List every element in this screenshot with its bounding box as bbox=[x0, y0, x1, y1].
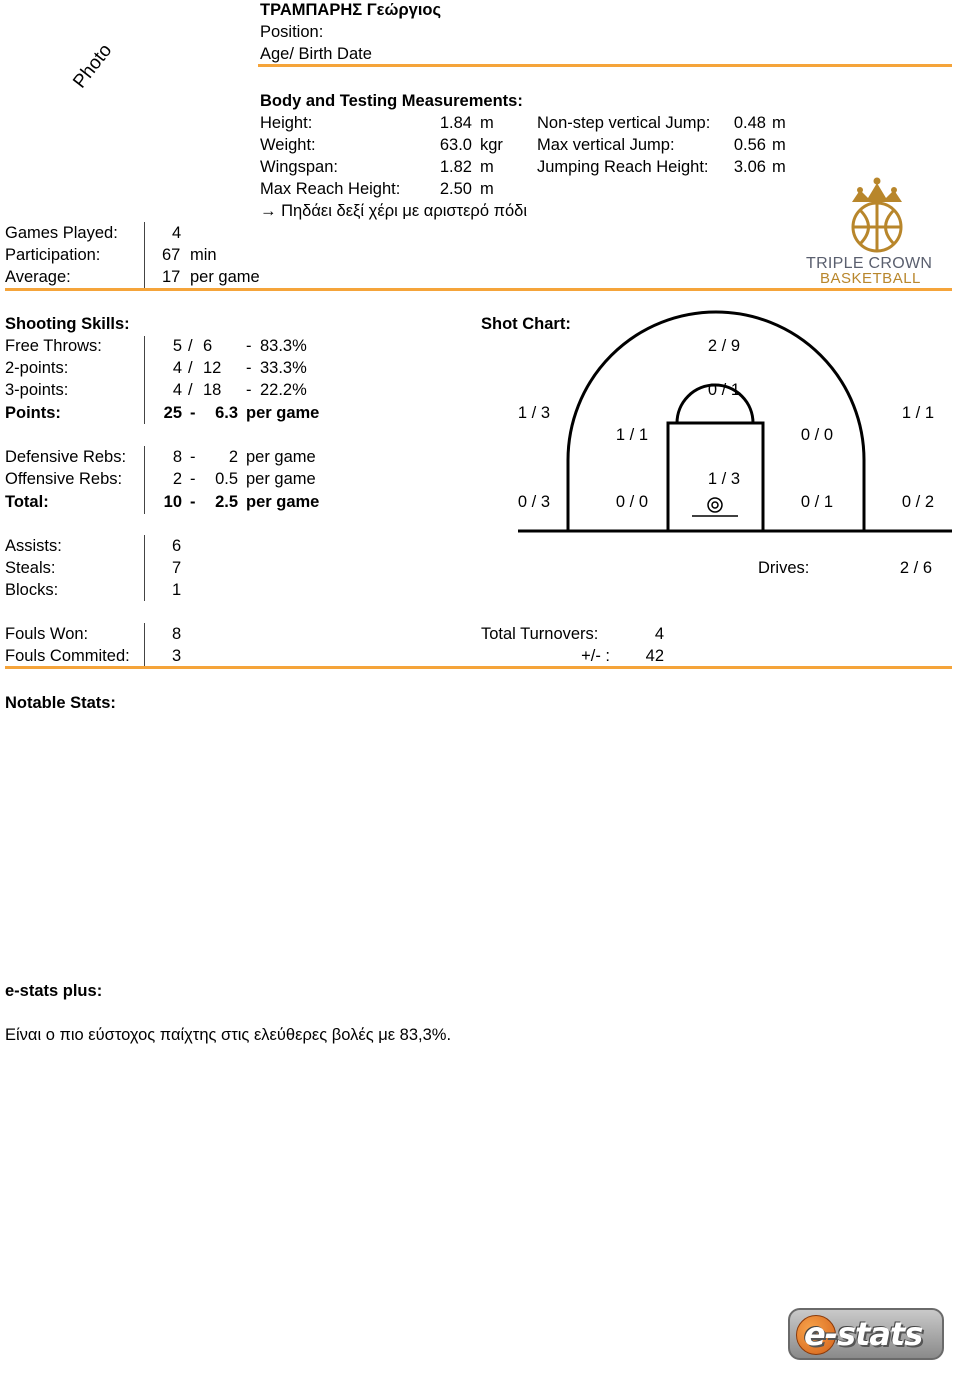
fouls-committed-value: 3 bbox=[172, 647, 182, 665]
photo-placeholder-label: Photo bbox=[69, 40, 117, 93]
height-label: Height: bbox=[260, 114, 313, 132]
zone-left-wing-3: 1 / 3 bbox=[517, 404, 550, 422]
ft-att: 6 bbox=[203, 337, 213, 355]
two-pt-made: 4 bbox=[172, 359, 182, 377]
zone-right-elbow: 0 / 0 bbox=[800, 426, 833, 444]
assists-label: Assists: bbox=[5, 537, 62, 555]
height-unit: m bbox=[480, 114, 494, 132]
off-rebs-dash: - bbox=[190, 470, 196, 488]
age-label: Age/ Birth Date bbox=[260, 45, 372, 63]
fouls-committed-label: Fouls Commited: bbox=[5, 647, 130, 665]
turnovers-value: 4 bbox=[654, 625, 664, 643]
max-reach-value: 2.50 bbox=[439, 180, 472, 198]
zone-left-corner-3: 0 / 3 bbox=[517, 493, 550, 511]
jumping-reach-unit: m bbox=[772, 158, 786, 176]
max-vertical-value: 0.56 bbox=[733, 136, 766, 154]
def-rebs-label: Defensive Rebs: bbox=[5, 448, 127, 466]
points-avg: 6.3 bbox=[215, 404, 238, 422]
three-pt-made: 4 bbox=[172, 381, 182, 399]
logo-line1: TRIPLE CROWN bbox=[806, 255, 933, 272]
ft-made: 5 bbox=[172, 337, 182, 355]
ft-dash: - bbox=[246, 337, 252, 355]
weight-unit: kgr bbox=[480, 136, 503, 154]
points-unit: per game bbox=[246, 404, 320, 422]
max-vertical-unit: m bbox=[772, 136, 786, 154]
nonstep-jump-value: 0.48 bbox=[733, 114, 766, 132]
points-total: 25 bbox=[163, 404, 182, 422]
estats-logo-text: e-stats bbox=[804, 1315, 923, 1353]
wingspan-value: 1.82 bbox=[439, 158, 472, 176]
fouls-divider bbox=[144, 623, 145, 667]
blocks-label: Blocks: bbox=[5, 581, 59, 599]
steals-value: 7 bbox=[172, 559, 182, 577]
nonstep-jump-unit: m bbox=[772, 114, 786, 132]
measurements-title: Body and Testing Measurements: bbox=[260, 92, 523, 110]
weight-label: Weight: bbox=[260, 136, 316, 154]
average-value: 17 bbox=[162, 268, 181, 286]
def-rebs-unit: per game bbox=[246, 448, 316, 466]
total-rebs-avg: 2.5 bbox=[215, 493, 238, 511]
zone-top-key: 0 / 1 bbox=[707, 381, 740, 399]
shot-chart-title: Shot Chart: bbox=[481, 315, 571, 333]
two-pt-dash: - bbox=[246, 359, 252, 377]
height-value: 1.84 bbox=[439, 114, 472, 132]
drives-value: 2 / 6 bbox=[899, 559, 932, 577]
off-rebs-avg: 0.5 bbox=[215, 470, 238, 488]
basketball-icon bbox=[853, 203, 901, 251]
max-reach-unit: m bbox=[480, 180, 494, 198]
zone-left-elbow: 1 / 1 bbox=[615, 426, 648, 444]
basket-icon bbox=[708, 498, 722, 512]
three-pt-pct: 22.2% bbox=[260, 381, 307, 399]
position-label: Position: bbox=[260, 23, 324, 41]
player-name: ΤΡΑΜΠΑΡΗΣ Γεώργιος bbox=[260, 1, 442, 19]
logo-line2: BASKETBALL bbox=[820, 270, 921, 287]
two-pt-pct: 33.3% bbox=[260, 359, 307, 377]
total-rebs-label: Total: bbox=[5, 493, 49, 511]
assists-value: 6 bbox=[172, 537, 182, 555]
off-rebs-label: Offensive Rebs: bbox=[5, 470, 123, 488]
total-rebs-dash: - bbox=[190, 493, 196, 511]
total-rebs-unit: per game bbox=[246, 493, 320, 511]
steals-label: Steals: bbox=[5, 559, 56, 577]
plus-minus-value: 42 bbox=[645, 647, 664, 665]
drives-label: Drives: bbox=[758, 559, 810, 577]
def-rebs-total: 8 bbox=[172, 448, 182, 466]
points-label: Points: bbox=[5, 404, 61, 422]
average-unit: per game bbox=[190, 268, 260, 286]
def-rebs-avg: 2 bbox=[228, 448, 238, 466]
wingspan-unit: m bbox=[480, 158, 494, 176]
two-pt-label: 2-points: bbox=[5, 359, 69, 377]
section-rule-2 bbox=[5, 666, 952, 669]
plus-minus-label: +/- : bbox=[581, 647, 610, 665]
participation-unit: min bbox=[190, 246, 217, 264]
zone-top: 2 / 9 bbox=[707, 337, 740, 355]
ft-sep: / bbox=[188, 337, 193, 355]
rebounds-divider bbox=[144, 446, 145, 514]
three-pt-att: 18 bbox=[203, 381, 222, 399]
zone-right-wing-3: 1 / 1 bbox=[901, 404, 934, 422]
ft-label: Free Throws: bbox=[5, 337, 102, 355]
games-played-value: 4 bbox=[172, 224, 182, 242]
off-rebs-unit: per game bbox=[246, 470, 316, 488]
estats-logo bbox=[788, 1308, 944, 1360]
misc-divider bbox=[144, 535, 145, 601]
estats-title: e-stats plus: bbox=[5, 982, 103, 1000]
section-rule-1 bbox=[5, 288, 952, 291]
wingspan-label: Wingspan: bbox=[260, 158, 338, 176]
max-reach-label: Max Reach Height: bbox=[260, 180, 401, 198]
zone-paint: 1 / 3 bbox=[707, 470, 740, 488]
shooting-divider bbox=[144, 336, 145, 424]
blocks-value: 1 bbox=[172, 581, 182, 599]
estats-text: Είναι ο πιο εύστοχος παίχτης στις ελεύθερες βολές με 83,3%. bbox=[5, 1026, 452, 1044]
def-rebs-dash: - bbox=[190, 448, 196, 466]
games-played-label: Games Played: bbox=[5, 224, 118, 242]
header-rule bbox=[258, 64, 952, 67]
zone-right-baseline: 0 / 1 bbox=[800, 493, 833, 511]
shooting-title: Shooting Skills: bbox=[5, 315, 130, 333]
games-divider bbox=[144, 222, 145, 288]
participation-label: Participation: bbox=[5, 246, 101, 264]
zone-left-baseline: 0 / 0 bbox=[615, 493, 648, 511]
off-rebs-total: 2 bbox=[172, 470, 182, 488]
weight-value: 63.0 bbox=[439, 136, 472, 154]
zone-right-corner-3: 0 / 2 bbox=[901, 493, 934, 511]
jumping-reach-label: Jumping Reach Height: bbox=[537, 158, 709, 176]
three-pt-dash: - bbox=[246, 381, 252, 399]
participation-value: 67 bbox=[162, 246, 181, 264]
fouls-won-value: 8 bbox=[172, 625, 182, 643]
ft-pct: 83.3% bbox=[260, 337, 307, 355]
crown-icon bbox=[852, 178, 902, 203]
notable-title: Notable Stats: bbox=[5, 694, 116, 712]
fouls-won-label: Fouls Won: bbox=[5, 625, 89, 643]
jump-note: → Πηδάει δεξί χέρι με αριστερό πόδι bbox=[260, 202, 527, 220]
points-dash: - bbox=[190, 404, 196, 422]
turnovers-label: Total Turnovers: bbox=[481, 625, 599, 643]
average-label: Average: bbox=[5, 268, 71, 286]
max-vertical-label: Max vertical Jump: bbox=[537, 136, 675, 154]
two-pt-sep: / bbox=[188, 359, 193, 377]
three-pt-sep: / bbox=[188, 381, 193, 399]
total-rebs-total: 10 bbox=[163, 493, 182, 511]
two-pt-att: 12 bbox=[203, 359, 222, 377]
nonstep-jump-label: Non-step vertical Jump: bbox=[537, 114, 711, 132]
three-pt-label: 3-points: bbox=[5, 381, 69, 399]
jumping-reach-value: 3.06 bbox=[733, 158, 766, 176]
